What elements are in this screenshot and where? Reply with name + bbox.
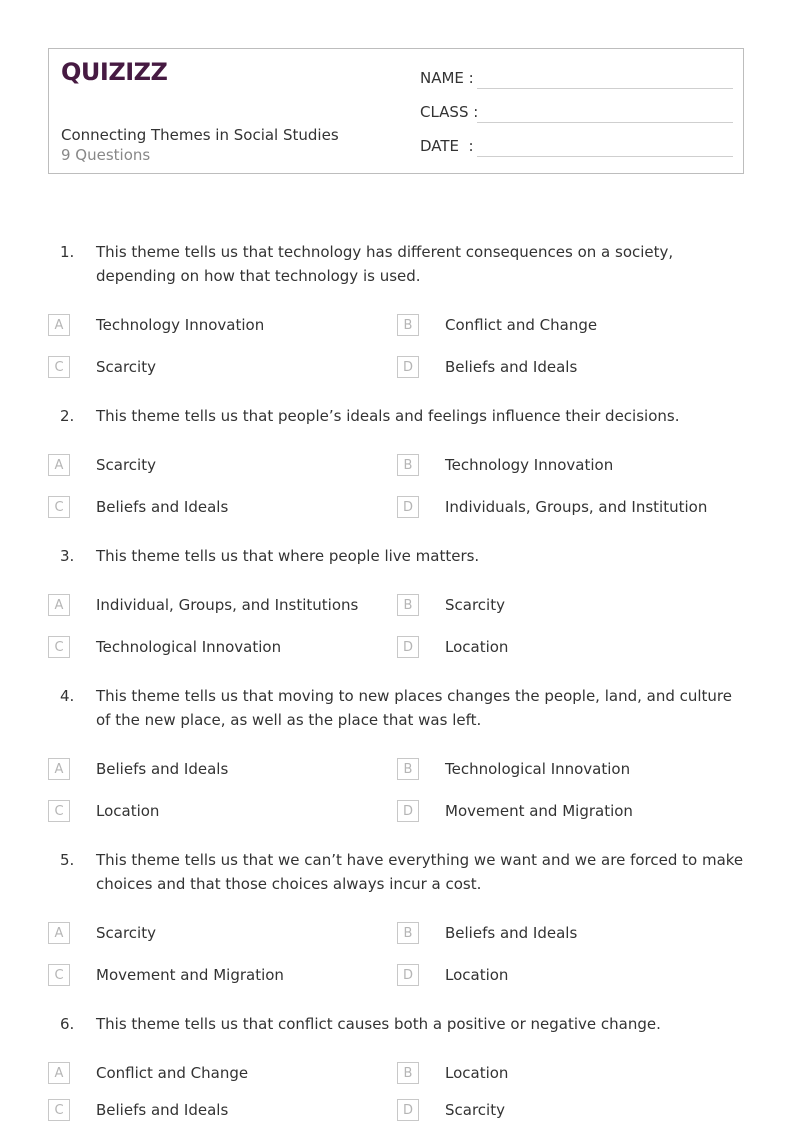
worksheet-title: Connecting Themes in Social Studies: [61, 126, 339, 144]
option-letter: A: [48, 1062, 70, 1084]
name-line: [477, 88, 733, 89]
class-line: [477, 122, 733, 123]
option-letter: D: [397, 496, 419, 518]
option-letter: C: [48, 1099, 70, 1121]
option-text: Technology Innovation: [445, 456, 614, 474]
option-text: Scarcity: [96, 456, 156, 474]
question-number: 5.: [60, 851, 75, 869]
option-text: Location: [96, 802, 160, 820]
option-letter: B: [397, 1062, 419, 1084]
question-number: 6.: [60, 1015, 75, 1033]
name-label: NAME :: [420, 69, 474, 87]
option-text: Movement and Migration: [445, 802, 633, 820]
option-text: Individuals, Groups, and Institution: [445, 498, 708, 516]
question-count: 9 Questions: [61, 146, 151, 164]
option-text: Individual, Groups, and Institutions: [96, 596, 359, 614]
option-letter: D: [397, 356, 419, 378]
option-text: Technology Innovation: [96, 316, 265, 334]
option-letter: C: [48, 356, 70, 378]
option-text: Technological Innovation: [96, 638, 282, 656]
option-letter: A: [48, 758, 70, 780]
question-number: 1.: [60, 243, 75, 261]
option-letter: D: [397, 1099, 419, 1121]
option-letter: C: [48, 800, 70, 822]
question-text: This theme tells us that we can’t have everything we want and we are forced to make choices and that those choices always incur a cost.: [96, 851, 744, 893]
question-number: 3.: [60, 547, 75, 565]
date-label: DATE :: [420, 137, 474, 155]
option-text: Scarcity: [445, 1101, 505, 1119]
option-letter: B: [397, 314, 419, 336]
question-text: This theme tells us that technology has different consequences on a society, depending on how that technology is used.: [96, 243, 674, 285]
option-letter: B: [397, 922, 419, 944]
option-text: Location: [445, 1064, 509, 1082]
option-text: Beliefs and Ideals: [445, 358, 578, 376]
worksheet-header: [48, 48, 744, 174]
option-letter: B: [397, 758, 419, 780]
option-letter: D: [397, 964, 419, 986]
option-letter: B: [397, 454, 419, 476]
option-text: Conflict and Change: [96, 1064, 249, 1082]
option-text: Conflict and Change: [445, 316, 598, 334]
question-text: This theme tells us that conflict causes both a positive or negative change.: [96, 1015, 661, 1033]
class-field[interactable]: [420, 101, 733, 123]
option-letter: A: [48, 922, 70, 944]
option-letter: A: [48, 594, 70, 616]
option-text: Beliefs and Ideals: [96, 760, 229, 778]
option-text: Location: [445, 638, 509, 656]
option-letter: D: [397, 636, 419, 658]
option-text: Beliefs and Ideals: [445, 924, 578, 942]
option-letter: A: [48, 454, 70, 476]
option-text: Scarcity: [96, 924, 156, 942]
option-text: Scarcity: [96, 358, 156, 376]
option-text: Beliefs and Ideals: [96, 1101, 229, 1119]
option-letter: C: [48, 636, 70, 658]
option-letter: D: [397, 800, 419, 822]
question-text: This theme tells us that people’s ideals and feelings influence their decisions.: [96, 407, 680, 425]
question-text: This theme tells us that moving to new places changes the people, land, and culture of the new place, as well as the place that was left.: [96, 687, 732, 729]
option-letter: C: [48, 496, 70, 518]
question-number: 4.: [60, 687, 75, 705]
option-text: Movement and Migration: [96, 966, 284, 984]
option-letter: C: [48, 964, 70, 986]
option-text: Location: [445, 966, 509, 984]
date-field[interactable]: [420, 135, 733, 157]
class-label: CLASS :: [420, 103, 479, 121]
option-text: Beliefs and Ideals: [96, 498, 229, 516]
option-letter: B: [397, 594, 419, 616]
question-number: 2.: [60, 407, 75, 425]
date-line: [477, 156, 733, 157]
name-field[interactable]: [420, 67, 733, 89]
option-text: Technological Innovation: [445, 760, 631, 778]
option-letter: A: [48, 314, 70, 336]
option-text: Scarcity: [445, 596, 505, 614]
question-text: This theme tells us that where people live matters.: [96, 547, 480, 565]
quizizz-logo: QUIZIZZ: [61, 58, 168, 86]
